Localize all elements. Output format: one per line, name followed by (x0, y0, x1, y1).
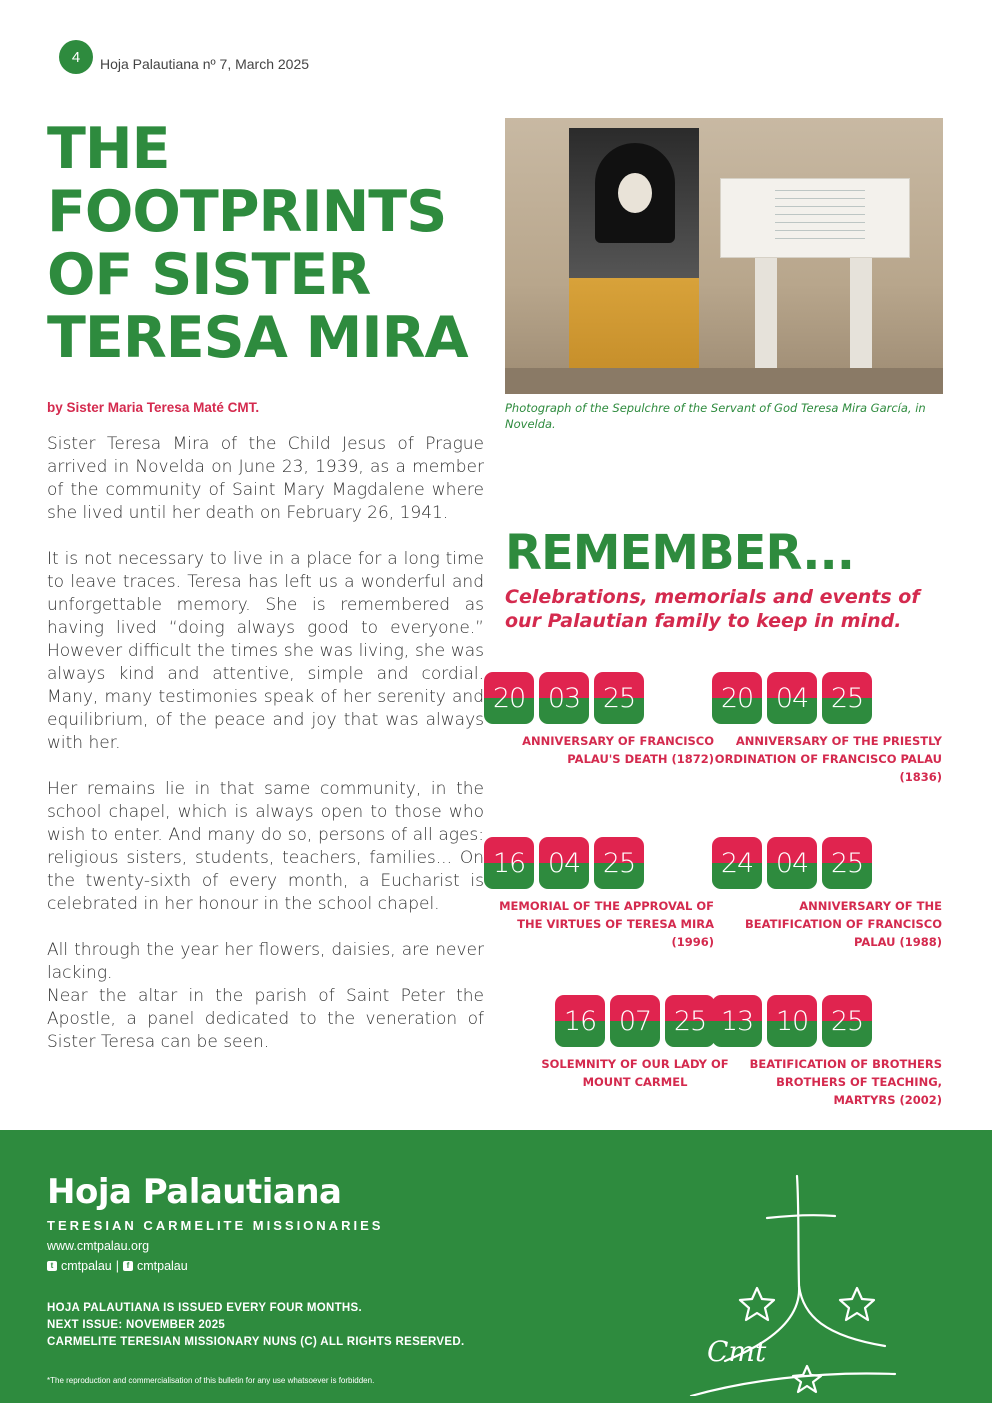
footer-notes (47, 1300, 464, 1351)
event-day: 16 (555, 995, 605, 1047)
event-year: 25 (822, 672, 872, 724)
event-label: ANNIVERSARY OF THE PRIESTLY ORDINATION OF FRANCISCO PALAU (1836) (714, 734, 942, 784)
event-date (712, 837, 942, 889)
article-byline: by Sister Maria Teresa Maté CMT. (47, 400, 260, 415)
event-label: SOLEMNITY OF OUR LADY OF MOUNT CARMEL (541, 1057, 729, 1089)
event-day: 24 (712, 837, 762, 889)
event-label: BEATIFICATION OF BROTHERS BROTHERS OF TEACHING, MARTYRS (2002) (749, 1057, 942, 1107)
event-day: 16 (484, 837, 534, 889)
cross-bar (767, 1215, 835, 1218)
footer-title: Hoja Palautiana (47, 1172, 342, 1212)
event-day: 20 (712, 672, 762, 724)
footer-website-link[interactable]: www.cmtpalau.org (47, 1239, 150, 1253)
star-icon (840, 1288, 874, 1320)
social-handle[interactable]: cmtpalau (136, 1259, 188, 1273)
social-network-icon[interactable]: t (47, 1261, 57, 1271)
event-date (712, 672, 942, 724)
cross-stem (725, 1176, 799, 1361)
social-separator: | (115, 1259, 119, 1273)
star-icon (740, 1288, 774, 1320)
event-month: 07 (610, 995, 660, 1047)
event-year: 25 (665, 995, 715, 1047)
social-handle[interactable]: cmtpalau (61, 1259, 112, 1273)
remember-title: REMEMBER... (505, 525, 854, 581)
article-paragraph: It is not necessary to live in a place for a long time to leave traces. Teresa has left us a wonderful and unforgettable memory. She is remembered as having lived “doing always good to everyone.” However difficult the times she was living, she was always kind and attentive, simple and cordial. Many, many testimonies speak of her serenity and equilibrium, of the peace and joy that was always with her. (47, 549, 484, 753)
photo-tomb-support (850, 258, 872, 368)
event-day: 13 (712, 995, 762, 1047)
event-label: ANNIVERSARY OF THE BEATIFICATION OF FRANCISCO PALAU (1988) (745, 899, 942, 949)
photo-floor (505, 368, 943, 394)
footer-note: HOJA PALAUTIANA IS ISSUED EVERY FOUR MONTHS. (47, 1302, 362, 1314)
article-paragraph: Her remains lie in that same community, in the school chapel, which is always open to those who wish to enter. And many do so, persons of all ages: religious sisters, students, teachers, families... On the twenty-sixth of every month, a Eucharist is celebrated in her honour in the school chapel. (47, 779, 484, 914)
event-date (484, 837, 714, 889)
photo-portrait-face (618, 173, 652, 213)
event-card (484, 672, 714, 768)
issue-label: Hoja Palautiana nº 7, March 2025 (100, 56, 310, 72)
star-icon (793, 1366, 821, 1392)
event-month: 10 (767, 995, 817, 1047)
footer (0, 1130, 992, 1403)
event-month: 04 (767, 837, 817, 889)
event-year: 25 (822, 837, 872, 889)
footer-disclaimer: *The reproduction and commercialisation of this bulletin for any use whatsoever is forbidden. (47, 1376, 375, 1385)
event-card (712, 995, 942, 1109)
article-paragraph: All through the year her flowers, daisies, are never lacking. (47, 940, 484, 983)
article-paragraph: Near the altar in the parish of Saint Peter the Apostle, a panel dedicated to the veneration of Sister Teresa can be seen. (47, 986, 484, 1052)
page-number-badge: 4 (59, 40, 93, 74)
footer-note: NEXT ISSUE: NOVEMBER 2025 (47, 1319, 226, 1331)
cmt-logo-text: Cmt (707, 1335, 767, 1368)
photo-tomb-support (755, 258, 777, 368)
event-month: 04 (767, 672, 817, 724)
event-date (484, 672, 714, 724)
article-paragraph: Sister Teresa Mira of the Child Jesus of Prague arrived in Novelda on June 23, 1939, as a member of the community of Saint Mary Magdalene where she lived until her death on February 26, 1941. (47, 434, 484, 523)
event-year: 25 (594, 837, 644, 889)
footer-social-links (47, 1259, 188, 1273)
event-card (712, 672, 942, 786)
facebook-icon[interactable]: f (123, 1261, 133, 1271)
event-label: ANNIVERSARY OF FRANCISCO PALAU'S DEATH (1872) (522, 734, 714, 766)
event-month: 04 (539, 837, 589, 889)
event-card (484, 837, 714, 951)
event-card (712, 837, 942, 951)
event-month: 03 (539, 672, 589, 724)
footer-subtitle: TERESIAN CARMELITE MISSIONARIES (47, 1218, 384, 1233)
sepulchre-photo (505, 118, 943, 394)
footer-note: CARMELITE TERESIAN MISSIONARY NUNS (C) ALL RIGHTS RESERVED. (47, 1336, 465, 1348)
event-year: 25 (594, 672, 644, 724)
article-title: THE FOOTPRINTS OF SISTER TERESA MIRA (47, 116, 468, 371)
remember-subtitle: Celebrations, memorials and events of our Palautian family to keep in mind. (505, 586, 920, 632)
event-day: 20 (484, 672, 534, 724)
photo-tomb-inscription (775, 190, 865, 240)
event-date (712, 995, 942, 1047)
article-body (47, 433, 484, 1077)
event-year: 25 (822, 995, 872, 1047)
photo-caption: Photograph of the Sepulchre of the Servant of God Teresa Mira García, in Novelda. (505, 401, 926, 431)
event-label: MEMORIAL OF THE APPROVAL OF THE VIRTUES OF TERESA MIRA (1996) (499, 899, 714, 949)
